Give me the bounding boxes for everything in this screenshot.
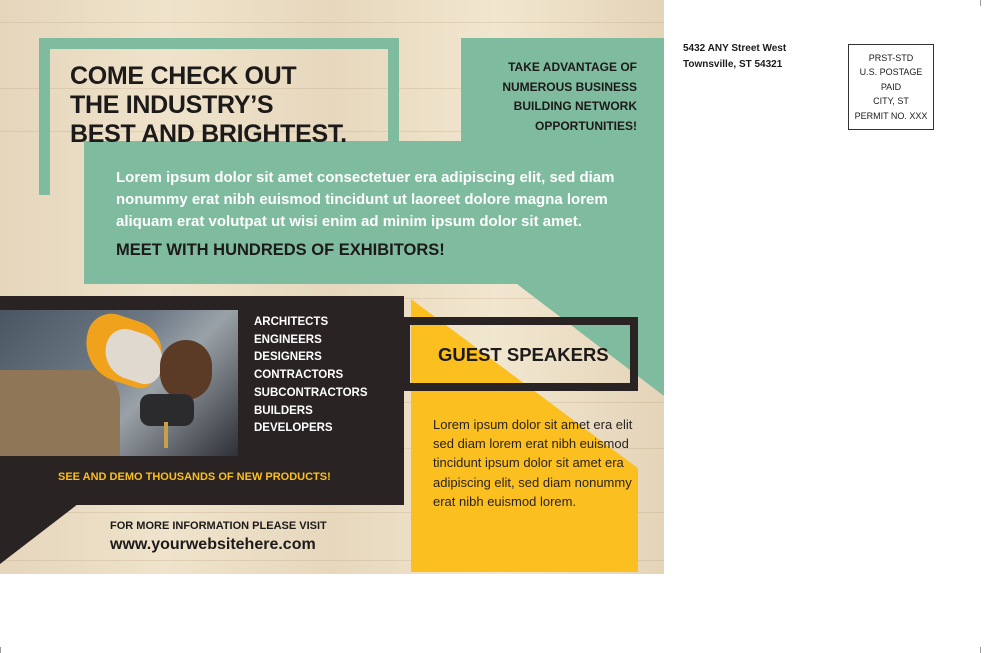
return-address-line: Townsville, ST 54321 bbox=[683, 58, 783, 70]
audience-item: DESIGNERS bbox=[254, 351, 322, 364]
photo-shape bbox=[164, 422, 168, 448]
audience-item: SUBCONTRACTORS bbox=[254, 386, 368, 399]
worker-drill-photo bbox=[0, 310, 238, 456]
postage-line: CITY, ST bbox=[873, 96, 909, 107]
take-advantage-line: TAKE ADVANTAGE OF bbox=[508, 60, 637, 74]
audience-item: ARCHITECTS bbox=[254, 316, 329, 328]
return-address bbox=[683, 41, 786, 72]
more-info-line: FOR MORE INFORMATION PLEASE VISIT bbox=[110, 520, 327, 532]
audience-list bbox=[254, 314, 368, 438]
photo-shape bbox=[160, 340, 212, 400]
website-url[interactable]: www.yourwebsitehere.com bbox=[110, 536, 316, 553]
intro-text: Lorem ipsum dolor sit amet consectetuer era adipiscing elit, sed diam nonummy erat nibh euismod tincidunt ut laoreet dolore magna lorem aliquam erat volutpat ut wisi enim ad minim ipsum dolor sit amet. bbox=[116, 169, 615, 230]
headline-line: COME CHECK OUT bbox=[70, 62, 297, 90]
postage-line: PAID bbox=[880, 81, 902, 92]
demo-products-line: SEE AND DEMO THOUSANDS OF NEW PRODUCTS! bbox=[58, 471, 331, 483]
dark-triangle bbox=[0, 504, 78, 564]
take-advantage-line: OPPORTUNITIES! bbox=[534, 118, 637, 133]
take-advantage-text bbox=[467, 58, 637, 136]
return-address-line: 5432 ANY Street West bbox=[683, 43, 787, 54]
postage-line: PERMIT NO. XXX bbox=[854, 110, 928, 121]
postage-line: U.S. POSTAGE bbox=[859, 67, 923, 78]
headline bbox=[70, 62, 347, 149]
postage-indicia bbox=[848, 44, 934, 130]
meet-exhibitors-line: MEET WITH HUNDREDS OF EXHIBITORS! bbox=[116, 241, 445, 259]
headline-line: BEST AND BRIGHTEST. bbox=[70, 120, 347, 148]
postage-line: PRST-STD bbox=[868, 52, 914, 63]
crop-mark bbox=[980, 647, 981, 653]
guest-speakers-title: GUEST SPEAKERS bbox=[438, 344, 609, 365]
speakers-text: Lorem ipsum dolor sit amet era elit sed diam lorem erat nibh euismod tincidunt ipsum dolor sit amet era adipiscing elit, sed diam nonummy erat nibh euismod lorem. bbox=[433, 417, 633, 509]
audience-item: CONTRACTORS bbox=[254, 369, 344, 382]
crop-mark bbox=[0, 647, 1, 653]
photo-shape bbox=[0, 370, 120, 456]
headline-line: THE INDUSTRY’S bbox=[70, 91, 274, 119]
audience-item: ENGINEERS bbox=[254, 333, 322, 346]
take-advantage-line: NUMEROUS BUSINESS bbox=[502, 79, 637, 94]
take-advantage-line: BUILDING NETWORK bbox=[513, 99, 637, 113]
crop-mark bbox=[980, 0, 981, 6]
audience-item: DEVELOPERS bbox=[254, 422, 333, 435]
audience-item: BUILDERS bbox=[254, 404, 313, 417]
